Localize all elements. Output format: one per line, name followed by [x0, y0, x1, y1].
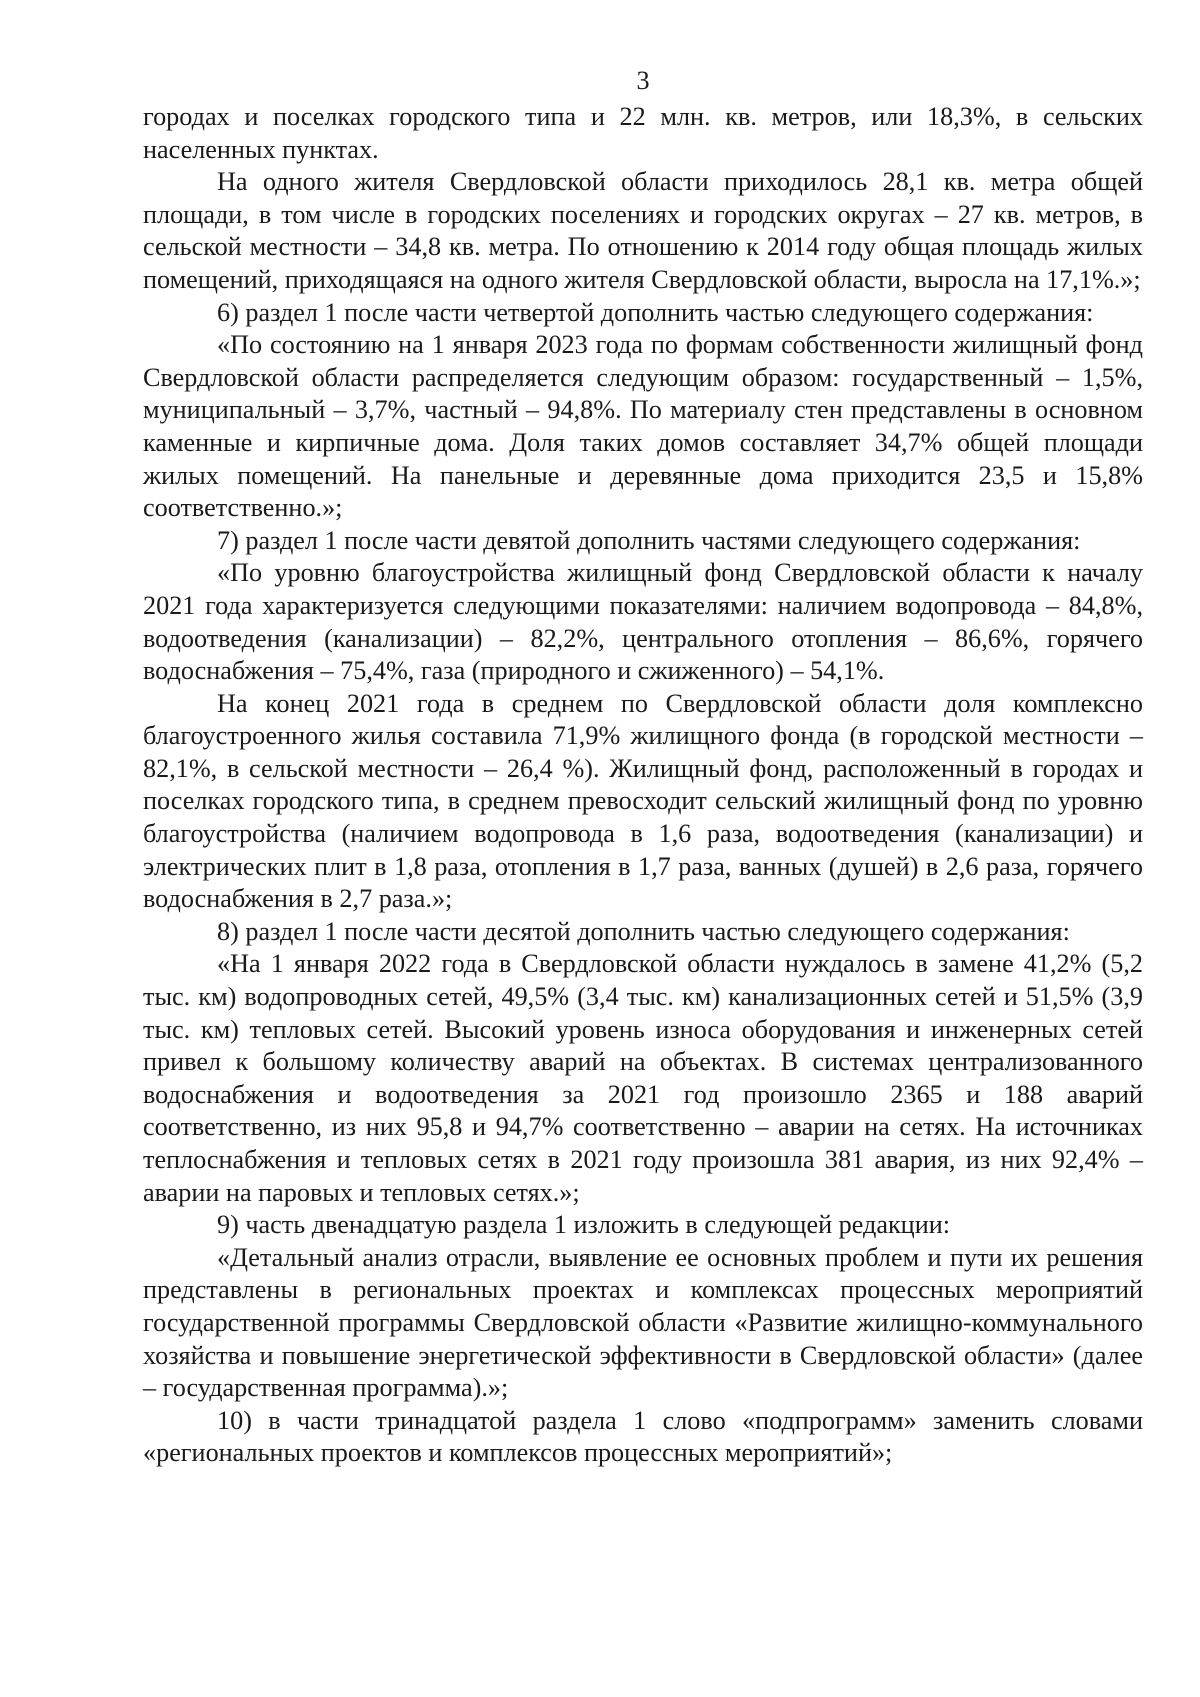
paragraph: 7) раздел 1 после части девятой дополнить частями следующего содержания: [217, 525, 1081, 555]
page-number: 3 [636, 66, 650, 95]
paragraph: «По уровню благоустройства жилищный фонд Свердловской области к началу 2021 года характеризуется следующими показателями: наличием водопровода – 84,8%, водоотведения (канализации) – 82,2%, центрального отопления – 86,6%, горячего водоснабжения – 75,4%, газа (природного и сжиженного) – 54,1%. [143, 558, 1143, 686]
document-page [143, 64, 1143, 1470]
paragraph: «Детальный анализ отрасли, выявление ее основных проблем и пути их решения представлены в региональных проектах и комплексах процессных мероприятий государственной программы Свердловской области «Развитие жилищно-коммунального хозяйства и повышение энергетической эффективности в Свердловской области» (далее – государственная программа).»; [143, 1242, 1143, 1403]
paragraph: «На 1 января 2022 года в Свердловской области нуждалось в замене 41,2% (5,2 тыс. км) водопроводных сетей, 49,5% (3,4 тыс. км) канализационных сетей и 51,5% (3,9 тыс. км) тепловых сетей. Высокий уровень износа оборудования и инженерных сетей привел к большому количеству аварий на объектах. В системах централизованного водоснабжения и водоотведения за 2021 год произошло 2365 и 188 аварий соответственно, из них 95,8 и 94,7% соответственно – аварии на сетях. На источниках теплоснабжения и тепловых сетях в 2021 году произошла 381 авария, из них 92,4% – аварии на паровых и тепловых сетях.»; [143, 949, 1143, 1207]
paragraph: 9) часть двенадцатую раздела 1 изложить в следующей редакции: [217, 1210, 950, 1240]
paragraph: На конец 2021 года в среднем по Свердловской области доля комплексно благоустроенного жилья составила 71,9% жилищного фонда (в городской местности – 82,1%, в сельской местности – 26,4 %). Жилищный фонд, расположенный в городах и поселках городского типа, в среднем превосходит сельский жилищный фонд по уровню благоустройства (наличием водопровода в 1,6 раза, водоотведения (канализации) и электрических плит в 1,8 раза, отопления в 1,7 раза, ванных (душей) в 2,6 раза, горячего водоснабжения в 2,7 раза.»; [143, 688, 1143, 914]
paragraph: 6) раздел 1 после части четвертой дополнить частью следующего содержания: [217, 297, 1094, 327]
paragraph: «По состоянию на 1 января 2023 года по формам собственности жилищный фонд Свердловской области распределяется следующим образом: государственный – 1,5%, муниципальный – 3,7%, частный – 94,8%. По материалу стен представлены в основном каменные и кирпичные дома. Доля таких домов составляет 34,7% общей площади жилых помещений. На панельные и деревянные дома приходится 23,5 и 15,8% соответственно.»; [143, 330, 1143, 523]
paragraph: На одного жителя Свердловской области приходилось 28,1 кв. метра общей площади, в том числе в городских поселениях и городских округах – 27 кв. метров, в сельской местности – 34,8 кв. метра. По отношению к 2014 году общая площадь жилых помещений, приходящаяся на одного жителя Свердловской области, выросла на 17,1%.»; [143, 167, 1143, 294]
paragraph: 8) раздел 1 после части десятой дополнить частью следующего содержания: [217, 916, 1070, 946]
paragraph: городах и поселках городского типа и 22 млн. кв. метров, или 18,3%, в сельских населенных пунктах. [143, 102, 1143, 164]
paragraph: 10) в части тринадцатой раздела 1 слово «подпрограмм» заменить словами «региональных проектов и комплексов процессных мероприятий»; [143, 1405, 1143, 1468]
